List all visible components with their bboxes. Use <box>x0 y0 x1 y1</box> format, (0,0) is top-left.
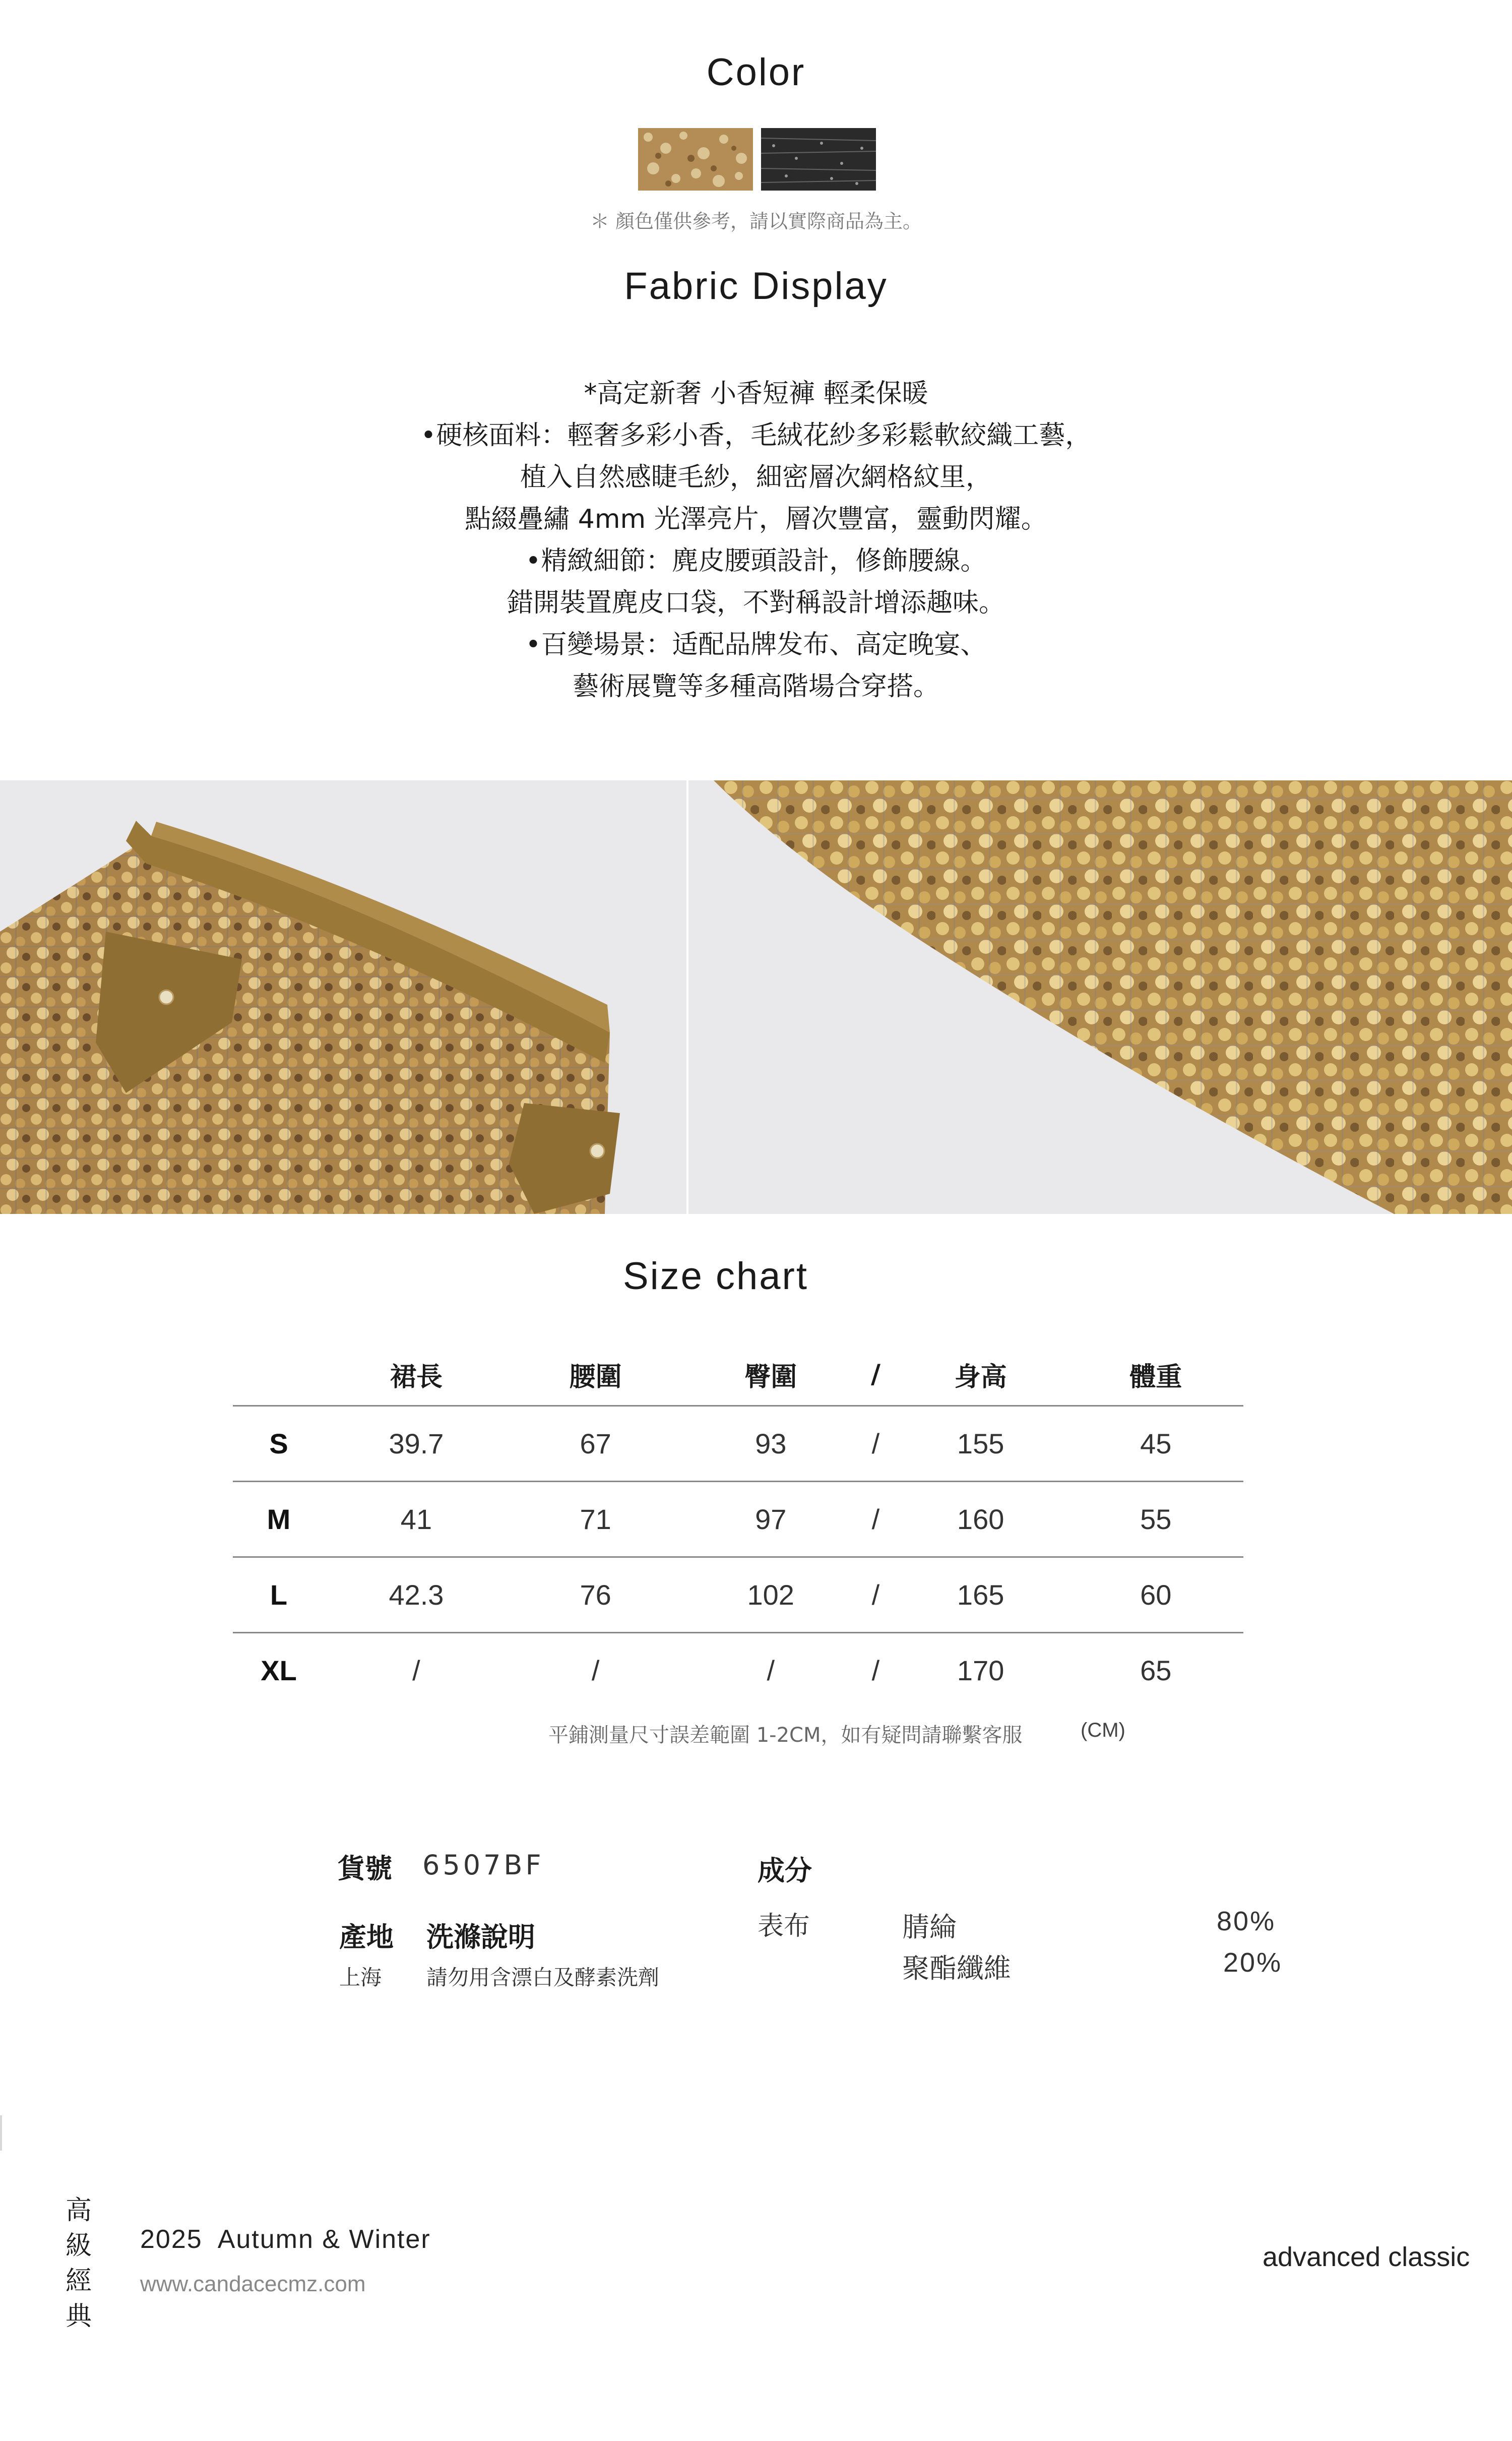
size-title: Size chart <box>623 1255 808 1298</box>
table-cell: / <box>325 1633 508 1708</box>
vertical-char: 典 <box>65 2301 92 2332</box>
desc-line: •百變場景：适配品牌发布、高定晚宴、 <box>525 630 987 660</box>
table-cell: 155 <box>893 1406 1068 1482</box>
origin-value: 上海 <box>339 1965 382 1990</box>
table-cell: 67 <box>508 1406 683 1482</box>
size-label: XL <box>233 1633 325 1708</box>
edge-mark <box>0 2115 2 2151</box>
black-tweed-swatch[interactable] <box>761 128 876 191</box>
table-cell: 45 <box>1068 1406 1243 1482</box>
fabric-title: Fabric Display <box>624 265 888 308</box>
table-cell: 102 <box>683 1557 858 1633</box>
table-cell: 65 <box>1068 1633 1243 1708</box>
skirt-detail-photo <box>0 780 686 1214</box>
season-text: 2025 Autumn & Winter <box>140 2225 431 2254</box>
header-cell: 體重 <box>1129 1362 1182 1392</box>
vertical-char: 經 <box>65 2266 92 2296</box>
size-header-row <box>233 1344 1243 1406</box>
wash-label: 洗滌說明 <box>426 1921 535 1953</box>
fabric-closeup-photo <box>688 780 1512 1214</box>
size-label: L <box>233 1557 325 1633</box>
desc-line: 藝術展覽等多種高階場合穿搭。 <box>572 672 939 702</box>
fabric-label: 表布 <box>758 1911 810 1941</box>
item-no-value: 6507BF <box>422 1849 544 1881</box>
desc-line: •硬核面料：輕奢多彩小香，毛絨花紗多彩鬆軟絞織工藝， <box>420 420 1092 451</box>
desc-line: 錯開裝置麂皮口袋，不對稱設計增添趣味。 <box>507 588 1005 618</box>
desc-line: •精緻細節：麂皮腰頭設計，修飾腰線。 <box>525 546 987 576</box>
website-link[interactable]: www.candacecmz.com <box>140 2272 366 2296</box>
wash-value: 請勿用含漂白及酵素洗劑 <box>426 1965 660 1990</box>
vertical-char: 高 <box>65 2195 92 2226</box>
table-cell: 42.3 <box>325 1557 508 1633</box>
size-label: S <box>233 1406 325 1482</box>
gold-tweed-swatch[interactable] <box>638 128 753 191</box>
material-pct: 80% <box>1217 1906 1276 1936</box>
material-name: 腈綸 <box>902 1911 957 1943</box>
table-cell: / <box>508 1633 683 1708</box>
header-cell: 身高 <box>954 1362 1007 1392</box>
table-cell: 60 <box>1068 1557 1243 1633</box>
table-cell: 160 <box>893 1482 1068 1557</box>
table-row <box>233 1406 1243 1482</box>
desc-line: *高定新奢 小香短褲 輕柔保暖 <box>584 379 928 409</box>
table-cell: / <box>683 1633 858 1708</box>
measurement-note: 平鋪測量尺寸誤差範圍 1-2CM，如有疑問請聯繫客服 <box>548 1724 1023 1747</box>
table-cell: 170 <box>893 1633 1068 1708</box>
table-row <box>233 1482 1243 1557</box>
table-cell: 71 <box>508 1482 683 1557</box>
color-note: ＊ 顏色僅供參考，請以實際商品為主。 <box>590 210 922 232</box>
material-pct: 20% <box>1223 1947 1283 1978</box>
table-cell: 41 <box>325 1482 508 1557</box>
table-cell: 97 <box>683 1482 858 1557</box>
header-cell: 裙長 <box>390 1362 443 1392</box>
table-cell: / <box>858 1406 893 1482</box>
vertical-brand-text <box>64 2193 94 2334</box>
header-cell: 臀圍 <box>744 1362 797 1392</box>
size-table <box>233 1344 1243 1707</box>
table-cell: 76 <box>508 1557 683 1633</box>
header-cell: / <box>870 1359 880 1389</box>
vertical-char: 級 <box>65 2231 92 2261</box>
desc-line: 點綴疊繡 4mm 光澤亮片，層次豐富，靈動閃耀。 <box>465 504 1047 534</box>
table-row <box>233 1557 1243 1633</box>
desc-line: 植入自然感睫毛紗，細密層次網格紋里， <box>520 462 992 493</box>
composition-label: 成分 <box>758 1855 812 1886</box>
header-cell: 腰圍 <box>569 1362 622 1392</box>
origin-label: 產地 <box>339 1921 394 1953</box>
table-cell: 93 <box>683 1406 858 1482</box>
table-cell: / <box>858 1633 893 1708</box>
header-cell <box>233 1344 325 1406</box>
table-cell: 165 <box>893 1557 1068 1633</box>
table-cell: 39.7 <box>325 1406 508 1482</box>
tagline: advanced classic <box>1263 2242 1470 2272</box>
item-no-label: 貨號 <box>338 1853 392 1884</box>
table-cell: / <box>858 1482 893 1557</box>
size-label: M <box>233 1482 325 1557</box>
table-cell: / <box>858 1557 893 1633</box>
material-name: 聚酯纖維 <box>902 1952 1011 1984</box>
table-row <box>233 1633 1243 1708</box>
fabric-description <box>0 373 1512 708</box>
unit-label: (CM) <box>1081 1719 1125 1741</box>
table-cell: 55 <box>1068 1482 1243 1557</box>
color-title: Color <box>706 51 806 94</box>
